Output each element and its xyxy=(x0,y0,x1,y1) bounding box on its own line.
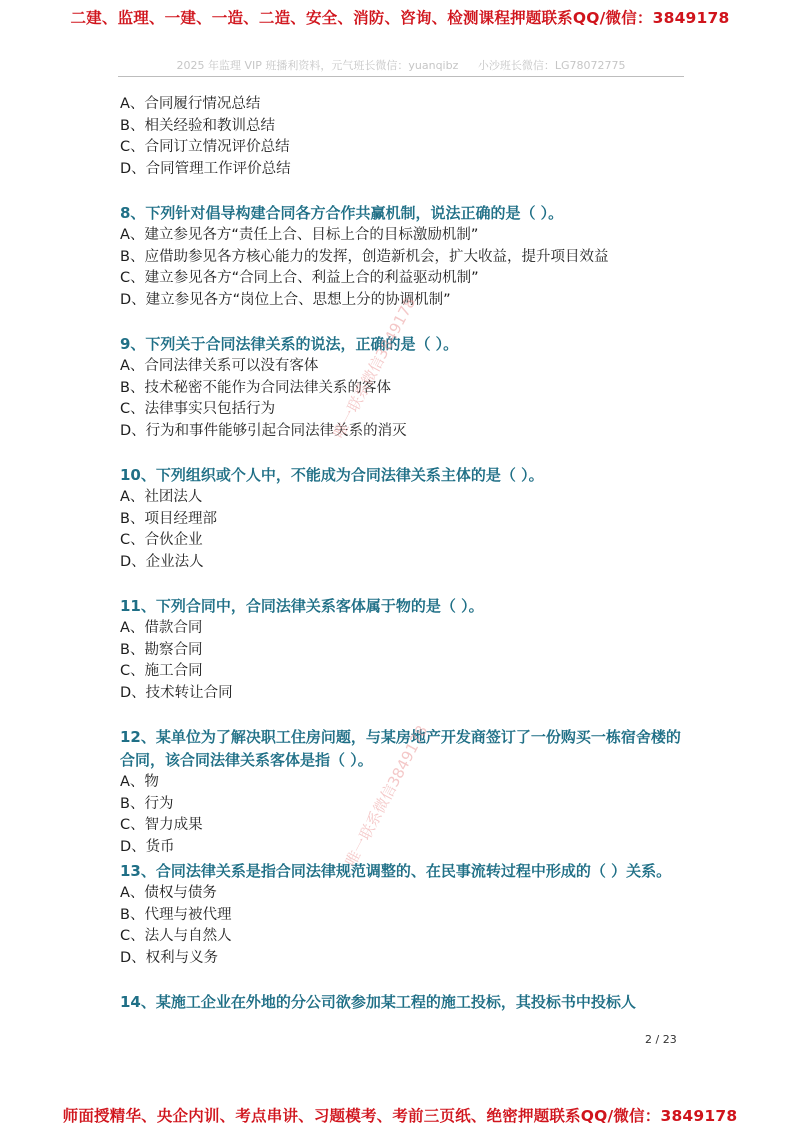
question-title: 14、某施工企业在外地的分公司欲参加某工程的施工投标，其投标书中投标人 xyxy=(120,993,636,1011)
header-right-text: 小沙班长微信：LG78072775 xyxy=(477,59,626,72)
page-number: 2 / 23 xyxy=(645,1033,677,1046)
promo-banner-bottom: 师面授精华、央企内训、考点串讲、习题模考、考前三页纸、绝密押题联系QQ/微信：3849178 xyxy=(62,1107,738,1125)
question-list xyxy=(120,94,684,1014)
promo-banner-top: 二建、监理、一建、一造、二造、安全、消防、咨询、检测课程押题联系QQ/微信：3849178 xyxy=(70,9,730,27)
option-d: D、技术转让合同 xyxy=(120,684,233,701)
question-title: 10、下列组织或个人中，不能成为合同法律关系主体的是（ ）。 xyxy=(120,466,544,484)
question-12 xyxy=(120,726,684,858)
option-b: B、技术秘密不能作为合同法律关系的客体 xyxy=(120,379,391,396)
option-c: C、合同订立情况评价总结 xyxy=(120,139,290,155)
option-c: C、智力成果 xyxy=(120,817,203,833)
question-title: 13、合同法律关系是指合同法律规范调整的、在民事流转过程中形成的（ ）关系。 xyxy=(120,862,672,880)
header-divider xyxy=(118,76,684,77)
option-b: B、应借助参见各方核心能力的发挥，创造新机会，扩大收益，提升项目效益 xyxy=(120,248,609,265)
question-9 xyxy=(120,333,684,442)
question-10 xyxy=(120,464,684,573)
question-13 xyxy=(120,860,684,969)
option-b: B、项目经理部 xyxy=(120,510,217,527)
question-14 xyxy=(120,991,684,1014)
option-c: C、施工合同 xyxy=(120,663,203,679)
question-11 xyxy=(120,595,684,704)
question-title: 11、下列合同中，合同法律关系客体属于物的是（ ）。 xyxy=(120,597,484,615)
option-a: A、借款合同 xyxy=(120,620,203,636)
option-c: C、法人与自然人 xyxy=(120,928,232,944)
option-d: D、货币 xyxy=(120,838,175,855)
question-8 xyxy=(120,202,684,311)
option-d: D、行为和事件能够引起合同法律关系的消灭 xyxy=(120,422,407,439)
option-d: D、建立参见各方“岗位上合、思想上分的协调机制” xyxy=(120,291,451,308)
question-title: 8、下列针对倡导构建合同各方合作共赢机制，说法正确的是（ ）。 xyxy=(120,204,564,222)
option-c: C、合伙企业 xyxy=(120,532,203,548)
option-c: C、法律事实只包括行为 xyxy=(120,401,276,417)
option-b: B、代理与被代理 xyxy=(120,906,232,923)
option-a: A、合同法律关系可以没有客体 xyxy=(120,358,319,374)
option-a: A、物 xyxy=(120,774,159,790)
option-d: D、权利与义务 xyxy=(120,949,219,966)
page-header xyxy=(120,57,682,73)
option-b: B、行为 xyxy=(120,795,174,812)
option-c: C、建立参见各方“合同上合、利益上合的利益驱动机制” xyxy=(120,270,479,286)
option-a: A、社团法人 xyxy=(120,489,203,505)
option-b: B、相关经验和教训总结 xyxy=(120,117,275,134)
question-title: 12、某单位为了解决职工住房问题，与某房地产开发商签订了一份购买一栋宿舍楼的合同，该合同法律关系客体是指（ ）。 xyxy=(120,728,681,769)
header-left-text: 2025 年监理 VIP 班播利资料，元气班长微信：yuanqibz xyxy=(176,59,459,72)
option-a: A、合同履行情况总结 xyxy=(120,96,261,112)
option-b: B、勘察合同 xyxy=(120,641,203,658)
question-7-tail xyxy=(120,94,684,180)
watermark-text-upper: 唯一联系微信3849178 xyxy=(329,294,420,442)
question-title: 9、下列关于合同法律关系的说法，正确的是（ ）。 xyxy=(120,335,459,353)
watermark-text-lower: 唯一联系微信3849178 xyxy=(341,722,432,870)
option-d: D、合同管理工作评价总结 xyxy=(120,160,291,177)
option-a: A、债权与债务 xyxy=(120,885,217,901)
option-a: A、建立参见各方“责任上合、目标上合的目标激励机制” xyxy=(120,227,479,243)
option-d: D、企业法人 xyxy=(120,553,204,570)
